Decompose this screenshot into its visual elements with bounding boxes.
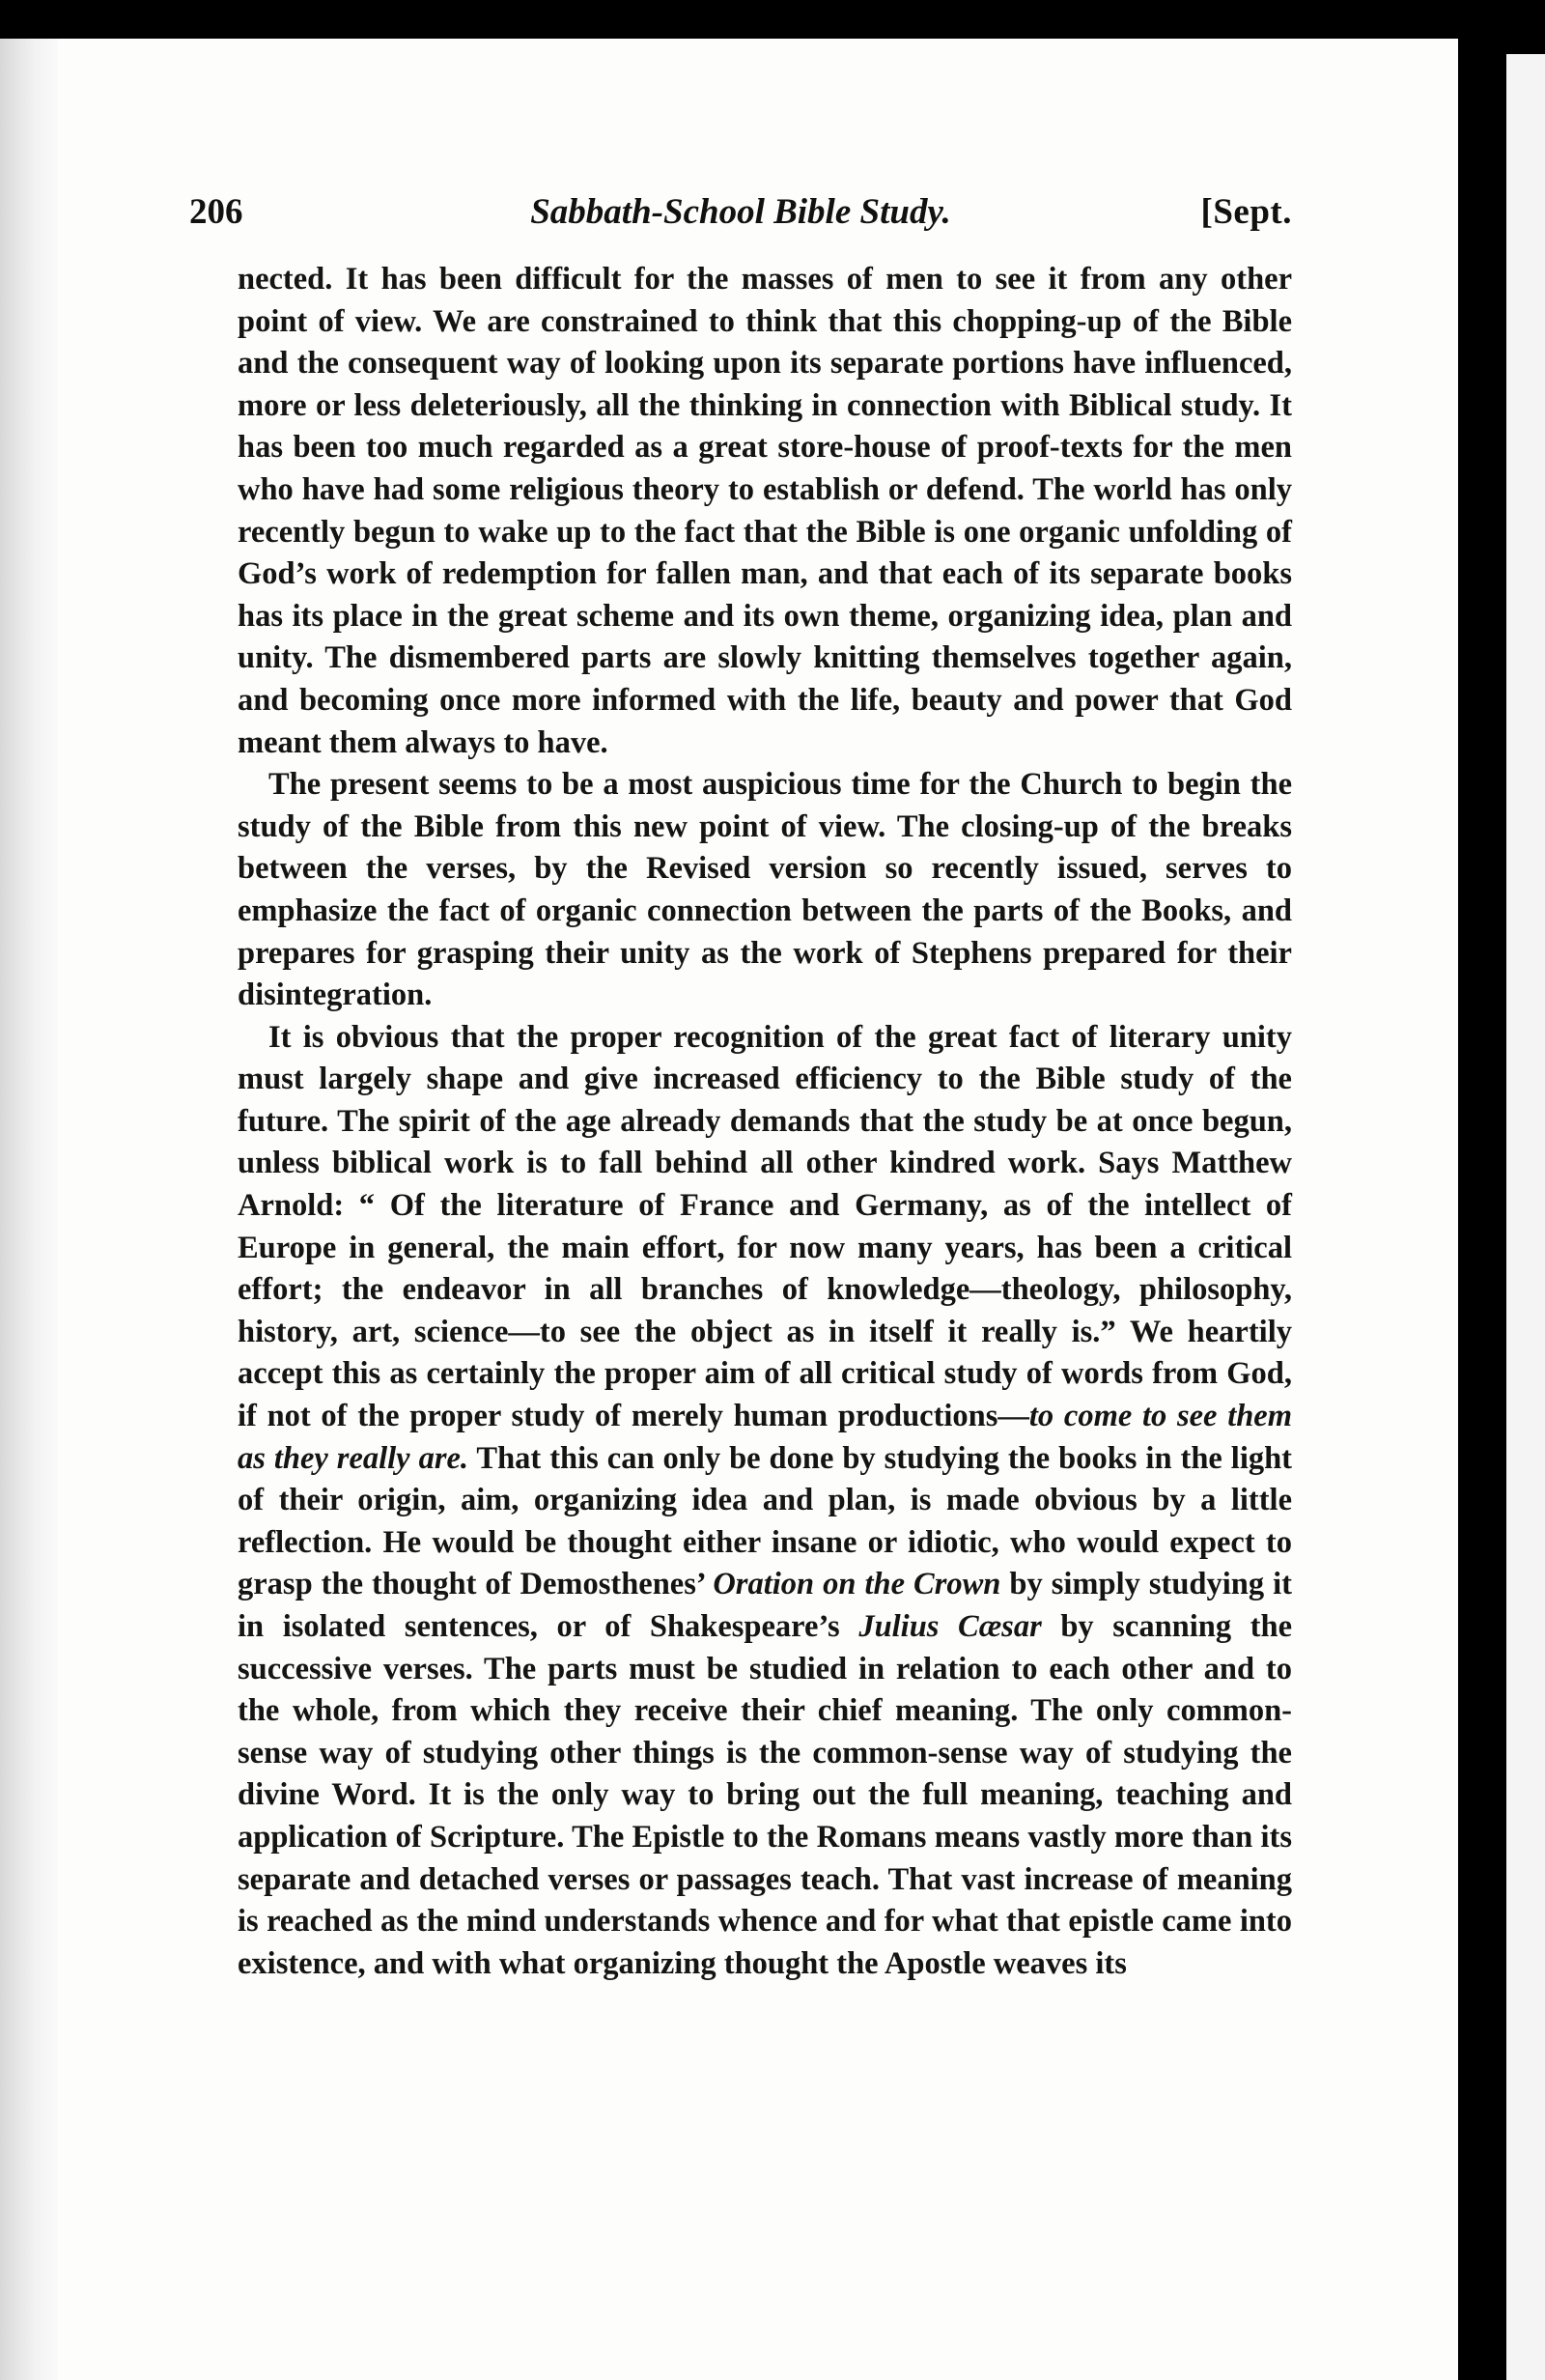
text-segment: The present seems to be a most auspicious time for the Church to begin the study of the Bible from this new point of view. The closing-up of the breaks between the verses, by the Revised version so recently issued, serves to emphasize the fact of organic connection between the parts of the Books, and prepares for grasping their unity as the work of Stephens prepared for their disintegration. [238, 767, 1292, 1013]
page-number: 206 [189, 192, 243, 232]
text-segment: by scanning the successive verses. The parts must be studied in relation to each other and to the whole, from which they receive their chief meaning. The only common-sense way of studying other things is the common-sense way of studying the divine Word. It is the only way to bring out the full meaning, teaching and application of Scripture. The Epistle to the Romans means vastly more than its separate and detached verses or passages teach. That vast increase of meaning is reached as the mind understands whence and for what that epistle came into existence, and with what organizing thought the Apostle weaves its [238, 1609, 1292, 1981]
text-segment: nected. It has been difficult for the masses of men to see it from any other point of view. We are constrained to think that this chopping-up of the Bible and the consequent way of looking upon its separate portions have influenced, more or less deleteriously, all the thinking in connection with Biblical study. It has been too much regarded as a great store-house of proof-texts for the men who have had some religious theory to establish or defend. The world has only recently begun to wake up to the fact that the Bible is one organic unfolding of God’s work of redemption for fallen man, and that each of its separate books has its place in the great scheme and its own theme, organizing idea, plan and unity. The dismembered parts are slowly knitting themselves together again, and becoming once more informed with the life, beauty and power that God meant them always to have. [238, 262, 1292, 760]
facing-page-edge [1506, 54, 1545, 2380]
running-month: [Sept. [1200, 192, 1292, 232]
text-segment: That this can only be done by studying the books in the light of their origin, aim, organizing idea and plan, is made obvious by a little reflection. He would be thought either insane or idiotic, who would expect to grasp the thought of Demosthenes’ [238, 1440, 1292, 1602]
text-segment: by simply studying it in isolated sentences, or of Shakespeare’s [238, 1567, 1292, 1644]
paragraph-3 [238, 1017, 1292, 1986]
running-head [189, 191, 1292, 240]
body-text [238, 259, 1292, 1985]
paragraph-1 [238, 259, 1292, 764]
binding-edge [0, 39, 58, 2380]
running-title: Sabbath-School Bible Study. [530, 192, 951, 232]
paragraph-2 [238, 764, 1292, 1017]
italic-title: Oration on the Crown [713, 1567, 1001, 1602]
italic-title: Julius Cæsar [858, 1609, 1042, 1644]
text-segment: It is obvious that the proper recognition of the great fact of literary unity must largely shape and give increased efficiency to the Bible study of the future. The spirit of the age already demands that the study be at once begun, unless biblical work is to fall behind all other kindred work. Says Matthew Arnold: “ Of the literature of France and Germany, as of the intellect of Europe in general, the main effort, for now many years, has been a critical effort; the endeavor in all branches of knowledge—theology, philosophy, history, art, science—to see the object as in itself it really is.” We heartily accept this as certainly the proper aim of all critical study of words from God, if not of the proper study of merely human productions— [238, 1019, 1292, 1434]
italic-phrase: to come to see them as they really are. [238, 1399, 1292, 1476]
